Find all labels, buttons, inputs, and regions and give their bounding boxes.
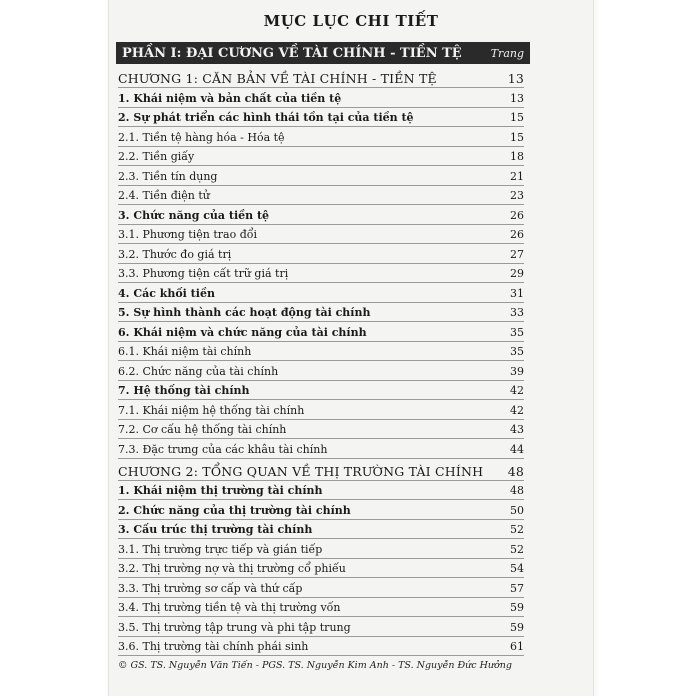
toc-entry-label: 2. Chức năng của thị trường tài chính bbox=[118, 503, 351, 517]
toc-entry-page: 42 bbox=[510, 384, 524, 397]
toc-entry-label: 3.6. Thị trường tài chính phái sinh bbox=[118, 640, 309, 653]
toc-entry-label: 6.1. Khái niệm tài chính bbox=[118, 345, 252, 358]
toc-section-row bbox=[118, 88, 524, 108]
toc-entry-label: 3.3. Phương tiện cất trữ giá trị bbox=[118, 267, 289, 280]
toc-sub-row bbox=[118, 539, 524, 559]
part-title: PHẦN I: ĐẠI CƯƠNG VỀ TÀI CHÍNH - TIỀN TỆ bbox=[122, 45, 462, 61]
toc-entry-label: 7. Hệ thống tài chính bbox=[118, 384, 250, 397]
toc-entry-page: 61 bbox=[510, 640, 524, 653]
copyright-symbol: © bbox=[118, 660, 128, 671]
toc-entry-label: 3.1. Phương tiện trao đổi bbox=[118, 228, 257, 241]
toc-entry-page: 18 bbox=[510, 150, 524, 163]
toc-entry-label: CHƯƠNG 1: CĂN BẢN VỀ TÀI CHÍNH - TIỀN TỆ bbox=[118, 71, 437, 86]
toc-entry-page: 29 bbox=[510, 267, 524, 280]
toc-entry-label: 2.4. Tiền điện tử bbox=[118, 189, 210, 202]
toc-sub-row bbox=[118, 439, 524, 459]
toc-sub-row bbox=[118, 420, 524, 440]
toc-chapter-row bbox=[118, 459, 524, 481]
toc-entry-page: 48 bbox=[510, 484, 524, 497]
toc-section-row bbox=[118, 520, 524, 540]
toc-entry-page: 54 bbox=[510, 562, 524, 575]
toc-entry-page: 27 bbox=[510, 247, 524, 261]
toc-sub-row bbox=[118, 127, 524, 147]
table-of-contents bbox=[118, 66, 524, 656]
toc-entry-label: 7.1. Khái niệm hệ thống tài chính bbox=[118, 403, 305, 417]
toc-entry-page: 59 bbox=[510, 601, 524, 614]
toc-entry-label: 3.4. Thị trường tiền tệ và thị trường vốn bbox=[118, 601, 341, 614]
toc-sub-row bbox=[118, 186, 524, 206]
toc-entry-page: 35 bbox=[510, 325, 524, 339]
toc-entry-label: 3. Cấu trúc thị trường tài chính bbox=[118, 523, 313, 536]
toc-sub-row bbox=[118, 559, 524, 579]
toc-entry-label: 3.3. Thị trường sơ cấp và thứ cấp bbox=[118, 581, 303, 595]
toc-entry-page: 33 bbox=[510, 306, 524, 319]
toc-entry-page: 23 bbox=[510, 189, 524, 202]
toc-entry-page: 42 bbox=[510, 403, 524, 417]
toc-section-row bbox=[118, 283, 524, 303]
toc-entry-page: 35 bbox=[510, 345, 524, 358]
toc-entry-label: 1. Khái niệm thị trường tài chính bbox=[118, 484, 323, 497]
toc-entry-label: 3.1. Thị trường trực tiếp và gián tiếp bbox=[118, 542, 323, 556]
toc-entry-page: 52 bbox=[510, 523, 524, 536]
toc-entry-label: 7.3. Đặc trưng của các khâu tài chính bbox=[118, 442, 328, 456]
toc-entry-label: 2. Sự phát triển các hình thái tồn tại của tiền tệ bbox=[118, 111, 414, 124]
page-title: MỤC LỤC CHI TIẾT bbox=[263, 12, 439, 30]
toc-entry-label: 7.2. Cơ cấu hệ thống tài chính bbox=[118, 423, 287, 436]
toc-sub-row bbox=[118, 400, 524, 420]
toc-entry-page: 59 bbox=[510, 620, 524, 634]
toc-section-row bbox=[118, 322, 524, 342]
toc-sub-row bbox=[118, 617, 524, 637]
toc-section-row bbox=[118, 205, 524, 225]
toc-sub-row bbox=[118, 342, 524, 362]
toc-entry-page: 50 bbox=[510, 503, 524, 517]
toc-sub-row bbox=[118, 225, 524, 245]
toc-entry-page: 13 bbox=[507, 71, 524, 86]
toc-sub-row bbox=[118, 361, 524, 381]
toc-entry-page: 31 bbox=[510, 286, 524, 300]
toc-entry-page: 26 bbox=[510, 208, 524, 222]
toc-entry-label: 3.2. Thước đo giá trị bbox=[118, 247, 232, 261]
toc-entry-page: 13 bbox=[510, 91, 524, 105]
toc-sub-row bbox=[118, 637, 524, 657]
toc-chapter-row bbox=[118, 66, 524, 88]
toc-sub-row bbox=[118, 147, 524, 167]
toc-entry-label: 6. Khái niệm và chức năng của tài chính bbox=[118, 325, 367, 339]
toc-entry-page: 15 bbox=[510, 130, 524, 144]
part-header-bar bbox=[116, 42, 530, 64]
toc-entry-page: 48 bbox=[507, 463, 524, 479]
toc-entry-label: 5. Sự hình thành các hoạt động tài chính bbox=[118, 306, 371, 319]
toc-sub-row bbox=[118, 578, 524, 598]
toc-entry-page: 52 bbox=[510, 542, 524, 556]
toc-section-row bbox=[118, 500, 524, 520]
footer-authors: GS. TS. Nguyễn Văn Tiến - PGS. TS. Nguyễn Kim Anh - TS. Nguyễn Đức Hưởng bbox=[130, 660, 512, 671]
toc-section-row bbox=[118, 303, 524, 323]
toc-entry-label: 3.2. Thị trường nợ và thị trường cổ phiếu bbox=[118, 562, 346, 575]
toc-entry-label: 2.1. Tiền tệ hàng hóa - Hóa tệ bbox=[118, 130, 285, 144]
toc-entry-label: 1. Khái niệm và bản chất của tiền tệ bbox=[118, 91, 342, 105]
toc-entry-page: 21 bbox=[510, 169, 524, 183]
toc-sub-row bbox=[118, 244, 524, 264]
toc-sub-row bbox=[118, 598, 524, 618]
toc-section-row bbox=[118, 481, 524, 501]
footer-credits bbox=[118, 660, 528, 671]
toc-entry-page: 57 bbox=[510, 581, 524, 595]
toc-sub-row bbox=[118, 166, 524, 186]
toc-entry-page: 43 bbox=[510, 423, 524, 436]
toc-entry-label: 6.2. Chức năng của tài chính bbox=[118, 364, 279, 378]
toc-entry-label: 4. Các khối tiền bbox=[118, 286, 215, 300]
toc-entry-page: 44 bbox=[510, 442, 524, 456]
page-column-header: Trang bbox=[490, 46, 524, 60]
toc-entry-label: 3. Chức năng của tiền tệ bbox=[118, 208, 270, 222]
toc-entry-label: 3.5. Thị trường tập trung và phi tập trung bbox=[118, 620, 351, 634]
toc-entry-page: 15 bbox=[510, 111, 524, 124]
toc-entry-page: 26 bbox=[510, 228, 524, 241]
toc-entry-label: CHƯƠNG 2: TỔNG QUAN VỀ THỊ TRƯỜNG TÀI CHÍNH bbox=[118, 463, 484, 479]
toc-section-row bbox=[118, 381, 524, 401]
toc-entry-page: 39 bbox=[510, 364, 524, 378]
toc-sub-row bbox=[118, 264, 524, 284]
toc-entry-label: 2.2. Tiền giấy bbox=[118, 150, 195, 163]
toc-section-row bbox=[118, 108, 524, 128]
toc-entry-label: 2.3. Tiền tín dụng bbox=[118, 169, 218, 183]
